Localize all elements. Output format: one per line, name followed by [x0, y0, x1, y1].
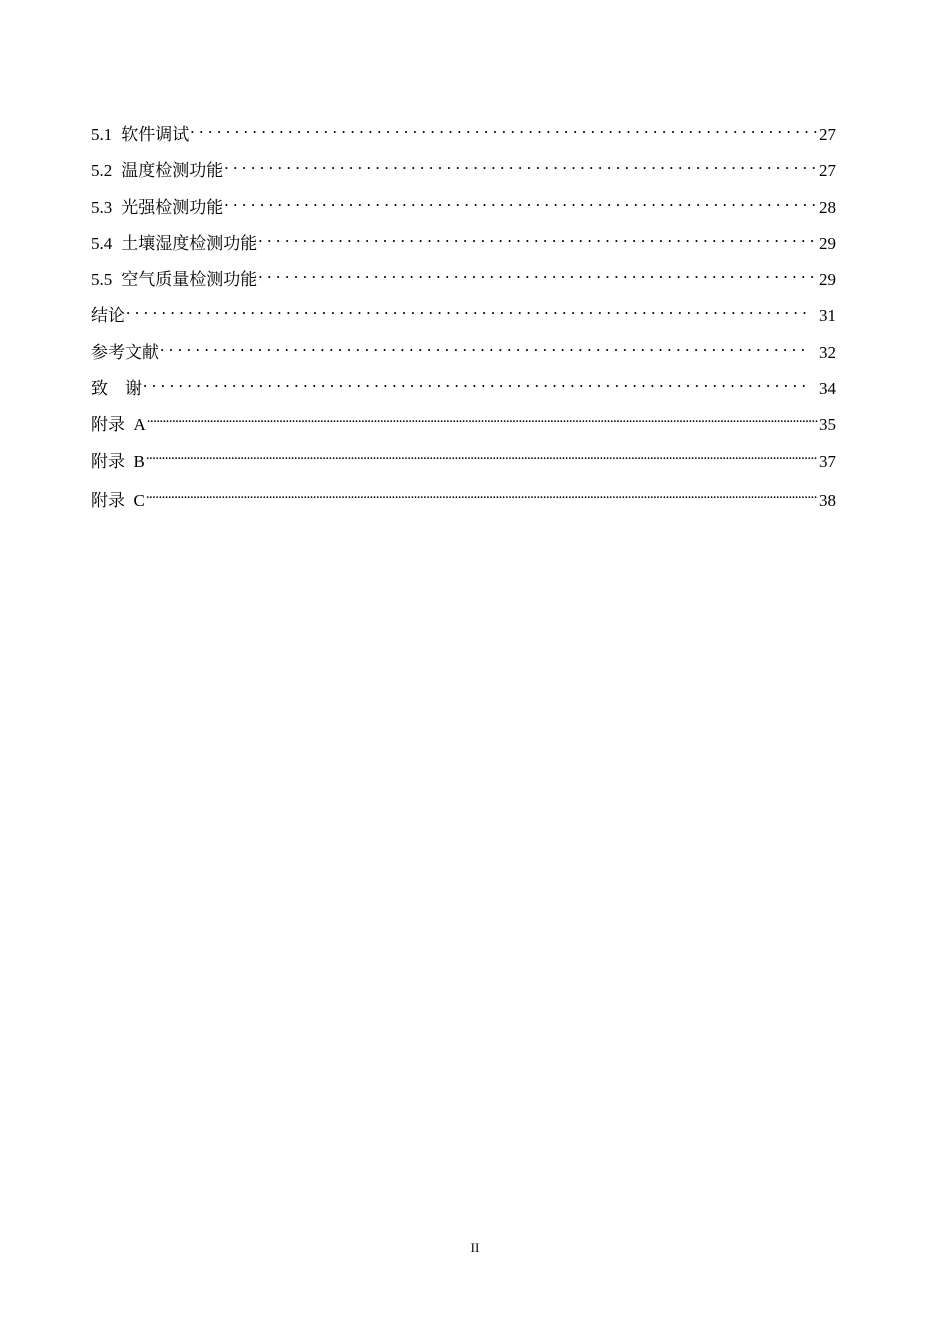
toc-leader-dots: [258, 225, 818, 249]
toc-entry-text: 软件调试: [121, 125, 190, 144]
toc-entry[interactable]: [91, 334, 836, 370]
toc-entry[interactable]: [91, 225, 836, 261]
toc-entry-page: 37: [819, 451, 836, 471]
toc-entry[interactable]: [91, 406, 836, 442]
toc-entry-title: 致 谢: [91, 379, 142, 399]
toc-entry-page: 27: [819, 125, 836, 144]
toc-leader-dots: [146, 482, 818, 506]
toc-entry-page: 32: [819, 342, 836, 362]
toc-entry-title: 附录 C: [91, 490, 145, 510]
table-of-contents: [91, 116, 836, 518]
toc-entry[interactable]: [91, 482, 836, 518]
toc-entry-page: 29: [819, 233, 836, 253]
toc-entry-number: 5.2: [91, 161, 113, 181]
toc-entry-page: 28: [819, 197, 836, 217]
toc-entry-number: 5.5: [91, 270, 113, 290]
toc-entry-number: 5.4: [91, 233, 113, 253]
toc-leader-dots: [224, 152, 818, 176]
toc-entry-text: 土壤湿度检测功能: [121, 233, 258, 253]
toc-leader-dots: [147, 406, 818, 430]
toc-entry[interactable]: [91, 370, 836, 406]
toc-entry-page: 34: [819, 379, 836, 399]
toc-entry[interactable]: [91, 443, 836, 479]
toc-entry-page: 35: [819, 415, 836, 435]
page-number: II: [470, 1240, 480, 1255]
toc-leader-dots: [160, 334, 806, 358]
toc-entry-page: 38: [819, 490, 836, 510]
toc-entry-title: [91, 123, 189, 147]
toc-entry-title: [91, 159, 223, 183]
toc-leader-dots: [146, 443, 818, 467]
toc-leader-dots: [143, 370, 806, 394]
toc-entry-page: 27: [819, 161, 836, 181]
toc-entry-title: [91, 196, 223, 220]
toc-entry[interactable]: [91, 152, 836, 188]
toc-leader-dots: [126, 297, 806, 321]
toc-entry[interactable]: [91, 189, 836, 225]
toc-entry[interactable]: [91, 261, 836, 297]
toc-entry-number: 5.3: [91, 197, 113, 217]
toc-entry-title: 附录 A: [91, 415, 146, 435]
toc-entry-title: [91, 232, 257, 256]
toc-entry-page: 29: [819, 270, 836, 290]
toc-leader-dots: [190, 116, 818, 140]
toc-entry-text: 光强检测功能: [121, 197, 224, 217]
toc-entry-text: 空气质量检测功能: [121, 270, 258, 290]
toc-entry[interactable]: [91, 116, 836, 152]
toc-leader-dots: [258, 261, 818, 285]
toc-entry-text: 温度检测功能: [121, 161, 224, 181]
toc-entry-number: 5.1: [91, 125, 113, 144]
toc-entry[interactable]: [91, 297, 836, 333]
toc-entry-title: 附录 B: [91, 451, 145, 471]
toc-entry-title: [91, 268, 257, 292]
toc-entry-title: 参考文献: [91, 342, 159, 362]
toc-leader-dots: [224, 189, 818, 213]
toc-entry-page: 31: [819, 306, 836, 326]
toc-entry-title: 结论: [91, 306, 125, 326]
